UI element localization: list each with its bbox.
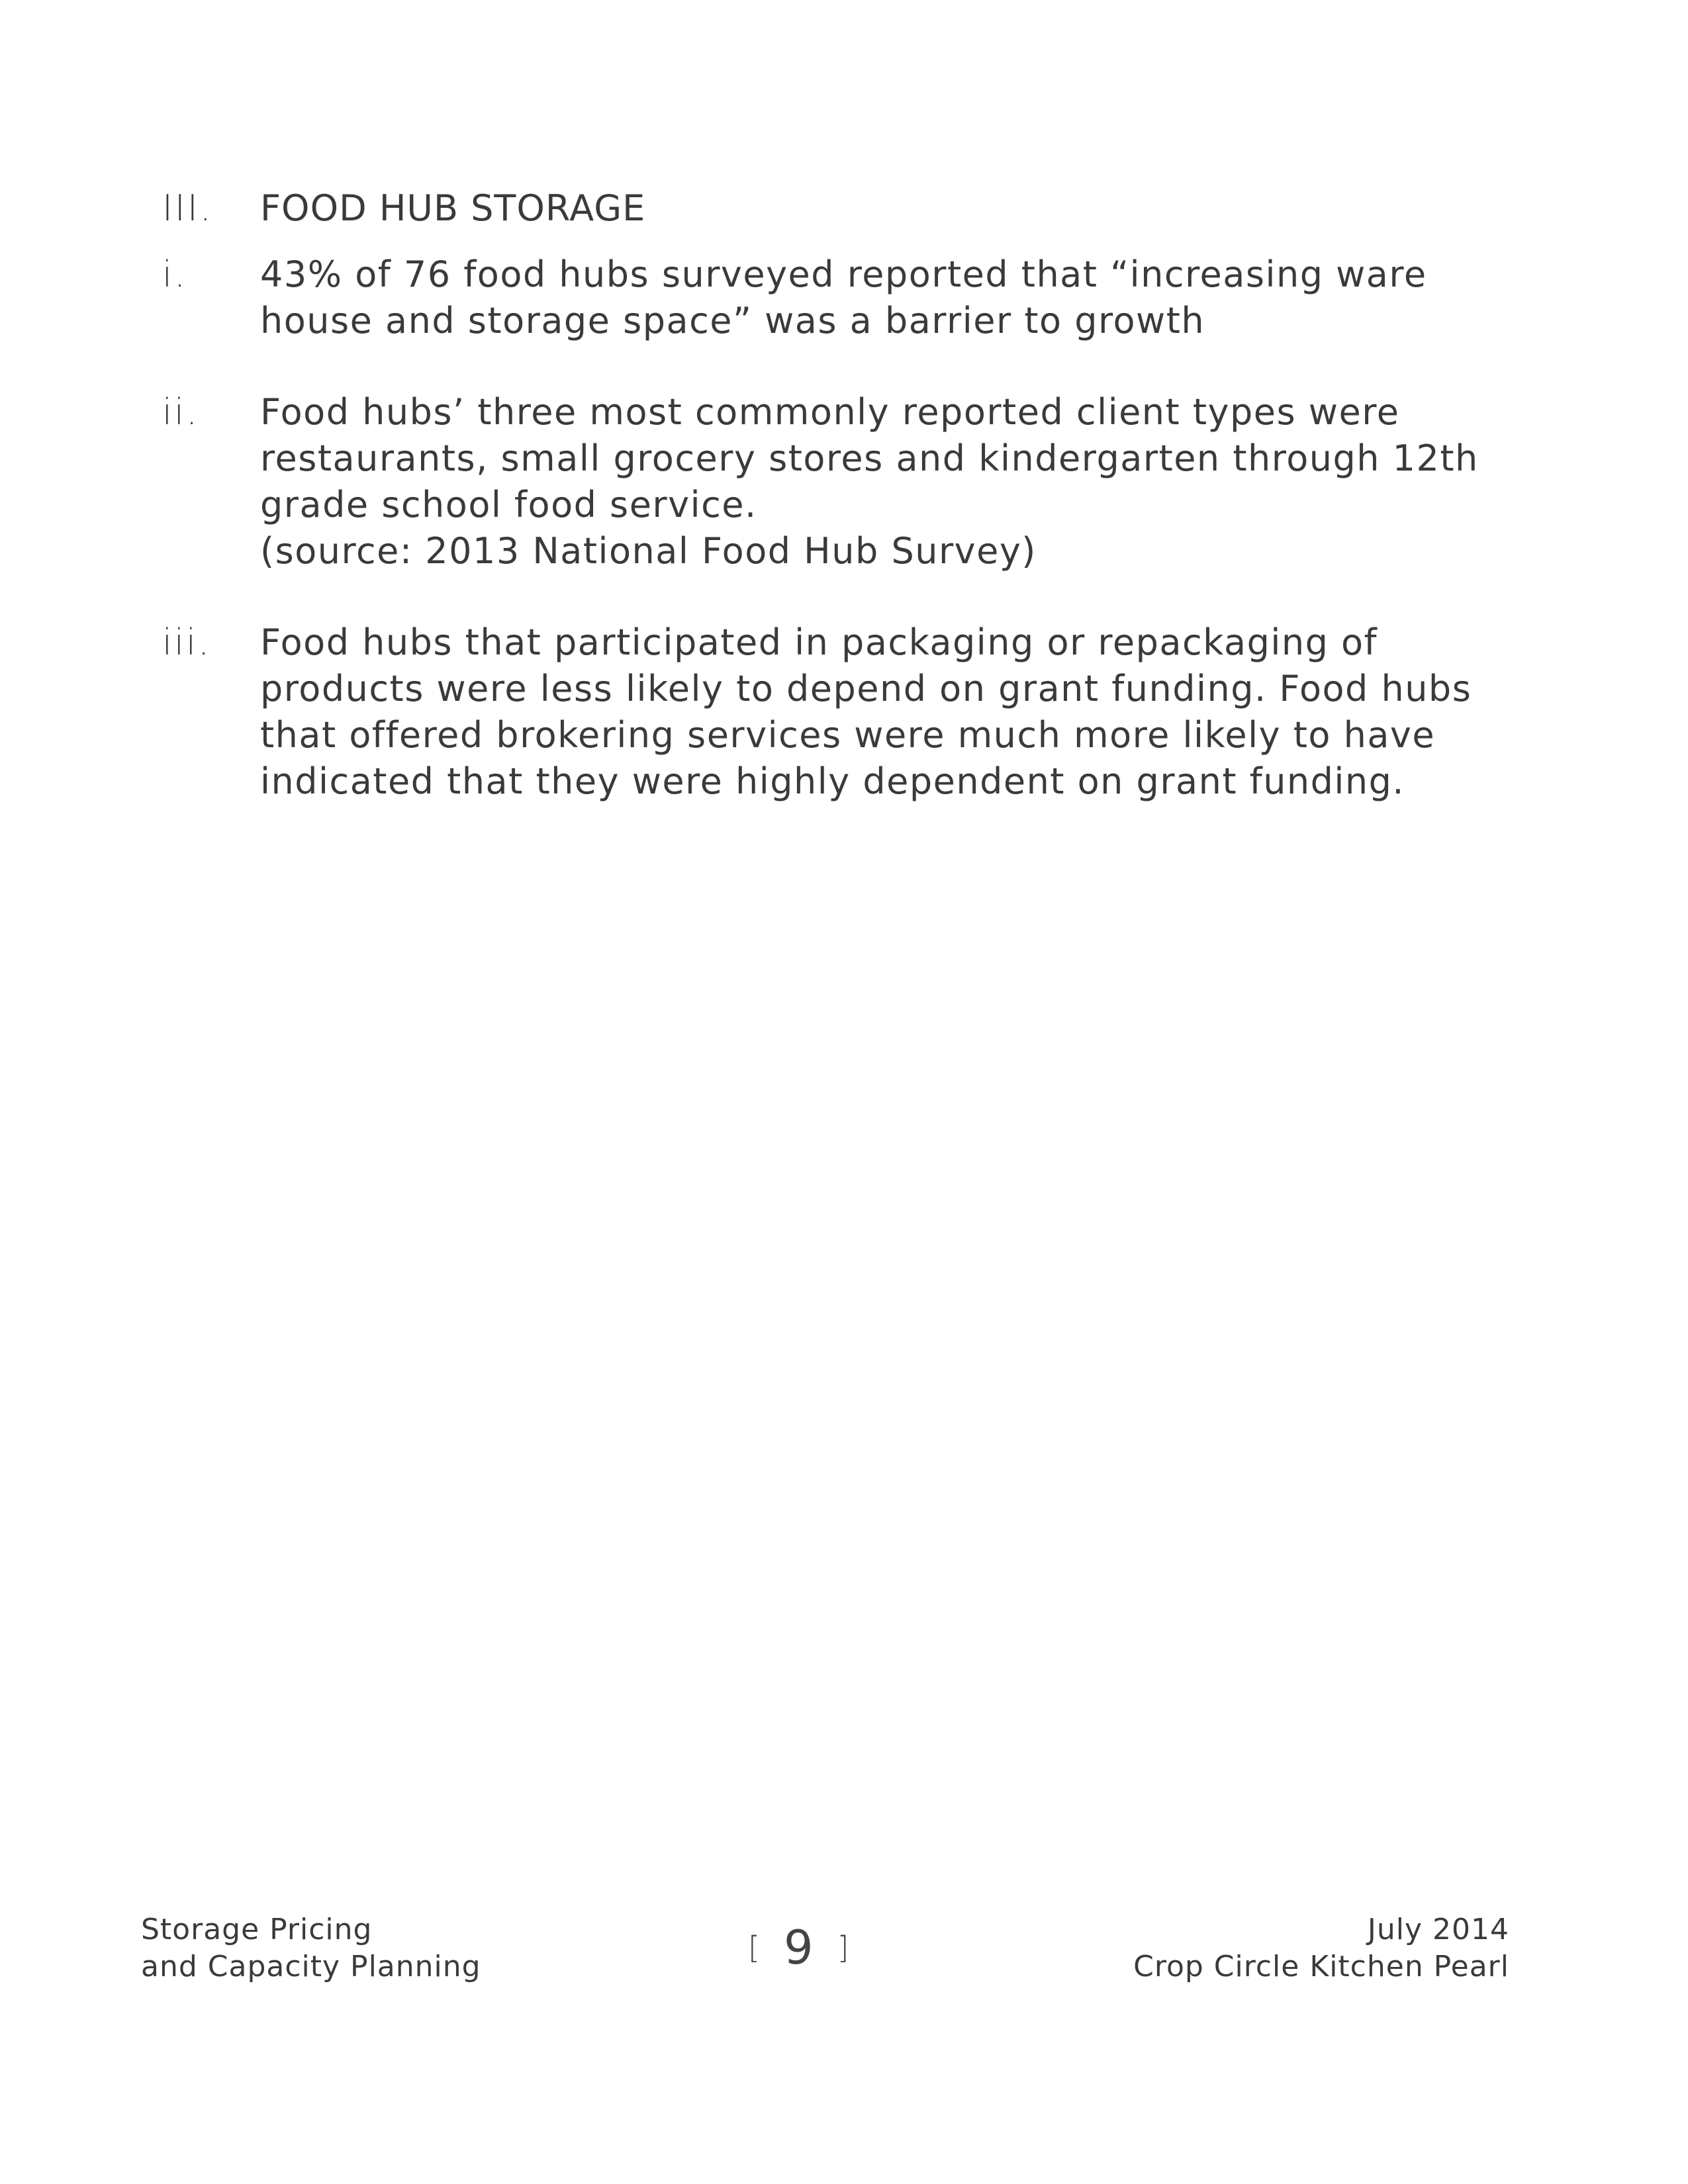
item-text-line: indicated that they were highly dependent on grant funding. xyxy=(260,760,1405,802)
item-text xyxy=(260,251,1539,344)
item-text-line: products were less likely to depend on grant funding. Food hubs xyxy=(260,668,1472,709)
section-numeral: III. xyxy=(162,187,213,229)
item-text-line: 43% of 76 food hubs surveyed reported that “increasing ware xyxy=(260,253,1427,295)
item-text-line: that offered brokering services were much more likely to have xyxy=(260,714,1436,756)
section-heading xyxy=(162,185,1539,232)
open-bracket: [ xyxy=(748,1930,760,1966)
source-citation: (source: 2013 National Food Hub Survey) xyxy=(260,530,1037,572)
footer-title-line: and Capacity Planning xyxy=(141,1950,481,1983)
item-text xyxy=(260,389,1539,574)
footer-date-author xyxy=(1133,1911,1509,1985)
page-footer xyxy=(0,1911,1688,1991)
item-text-line: house and storage space” was a barrier to growth xyxy=(260,300,1205,341)
item-text-line: Food hubs that participated in packaging or repackaging of xyxy=(260,621,1378,663)
item-text-line: Food hubs’ three most commonly reported client types were xyxy=(260,391,1400,433)
page-number: 9 xyxy=(783,1921,814,1975)
item-numeral: iii. xyxy=(162,621,212,663)
item-numeral: ii. xyxy=(162,391,200,433)
item-numeral: i. xyxy=(162,253,188,295)
item-text xyxy=(260,619,1539,805)
page-number-block xyxy=(748,1921,849,1975)
item-text-line: restaurants, small grocery stores and kindergarten through 12th xyxy=(260,437,1479,479)
close-bracket: ] xyxy=(837,1930,849,1966)
item-text-line: grade school food service. xyxy=(260,484,757,525)
list-item xyxy=(162,251,1539,344)
footer-document-title xyxy=(141,1911,481,1985)
list-item xyxy=(162,619,1539,805)
footer-author: Crop Circle Kitchen Pearl xyxy=(1133,1950,1509,1983)
footer-date: July 2014 xyxy=(1367,1913,1509,1946)
list-item xyxy=(162,389,1539,574)
section-food-hub-storage xyxy=(162,185,1539,805)
footer-title-line: Storage Pricing xyxy=(141,1913,373,1946)
section-title: FOOD HUB STORAGE xyxy=(260,187,646,229)
